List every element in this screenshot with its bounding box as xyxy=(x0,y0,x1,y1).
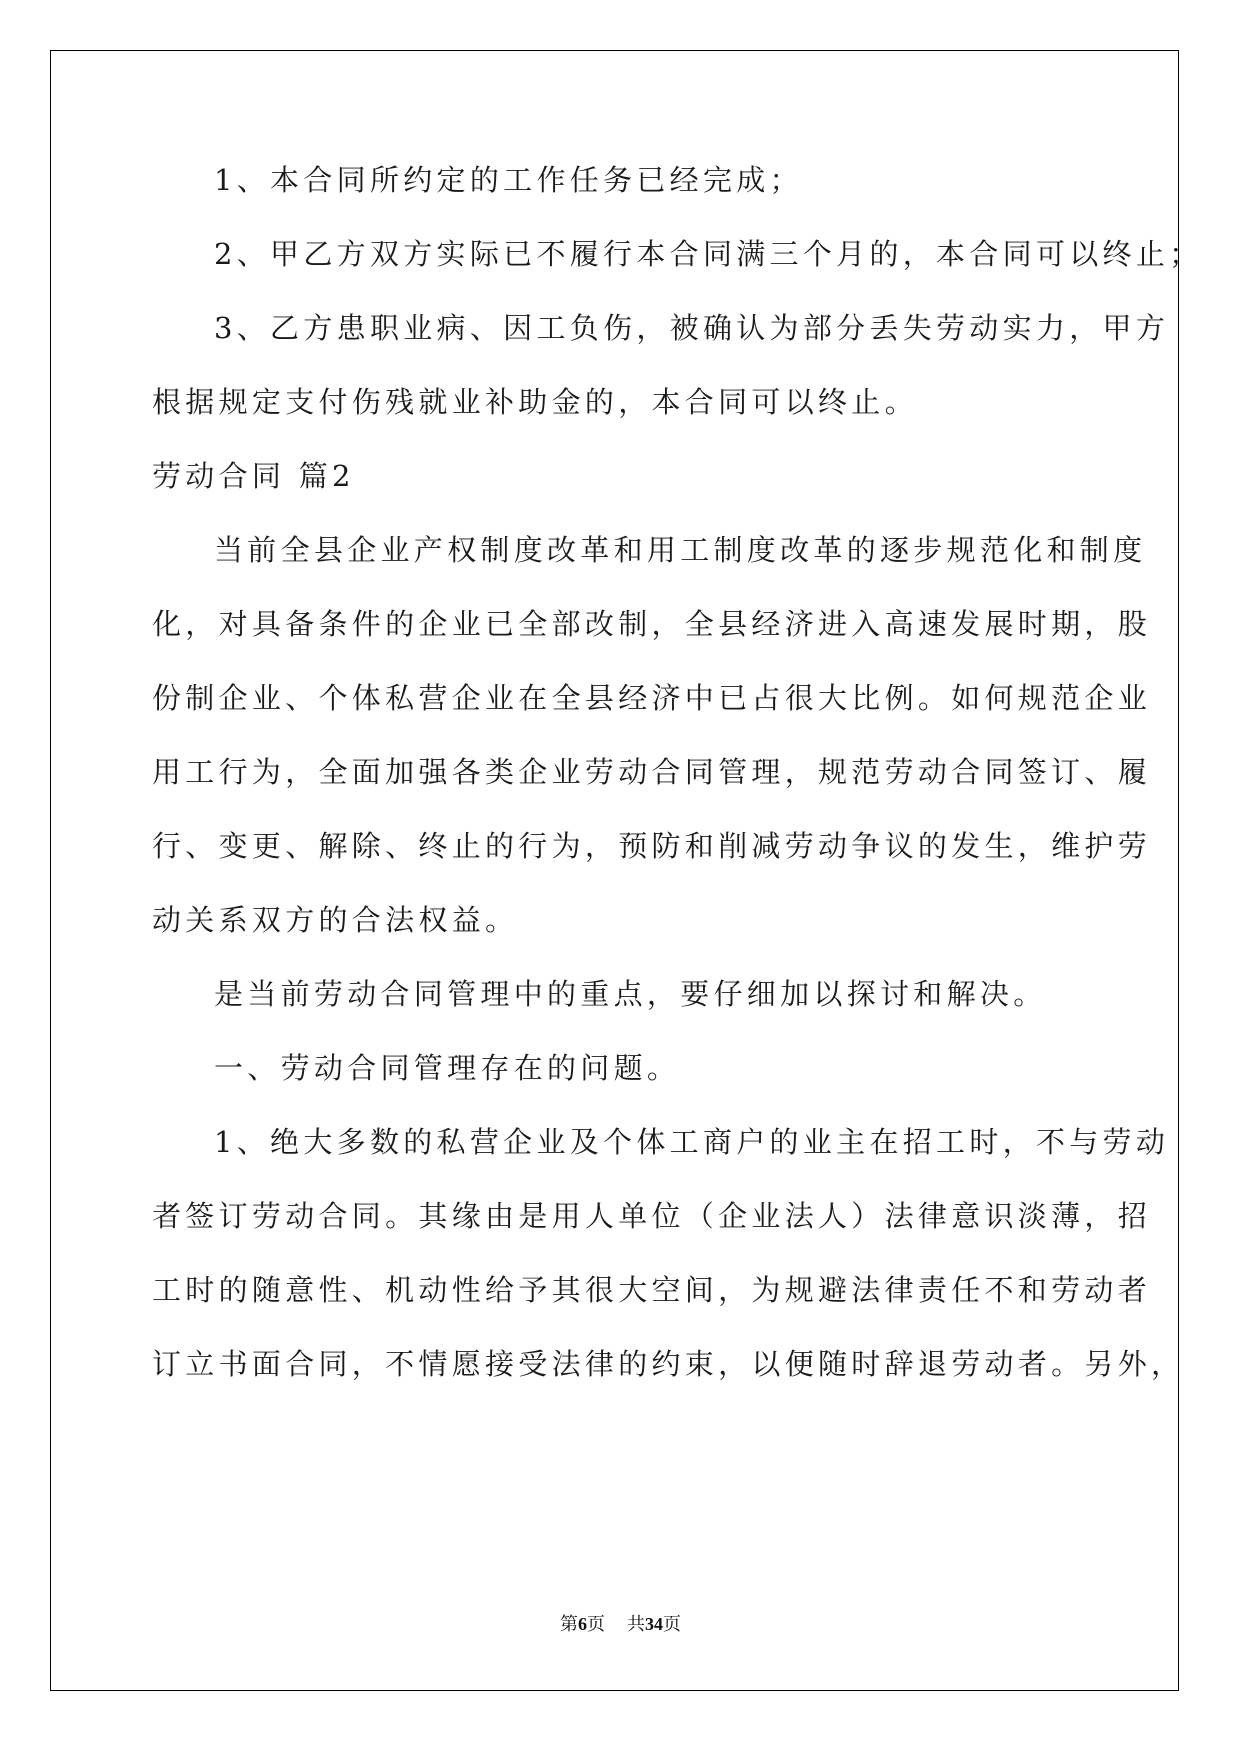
page-number-prefix: 第 xyxy=(560,1614,578,1635)
total-pages-prefix: 共 xyxy=(627,1614,645,1635)
page-number: 6 xyxy=(578,1614,587,1634)
paragraph-line: 1、绝大多数的私营企业及个体工商户的业主在招工时，不与劳动 xyxy=(214,1125,1170,1159)
paragraph-line: 行、变更、解除、终止的行为，预防和削减劳动争议的发生，维护劳 xyxy=(152,829,1152,863)
paragraph-line: 者签订劳动合同。其缘由是用人单位（企业法人）法律意识淡薄，招 xyxy=(152,1199,1152,1233)
paragraph-line: 1、本合同所约定的工作任务已经完成； xyxy=(214,163,803,197)
paragraph-line: 2、甲乙方双方实际已不履行本合同满三个月的，本合同可以终止； xyxy=(214,237,1203,271)
paragraph-line: 是当前劳动合同管理中的重点，要仔细加以探讨和解决。 xyxy=(214,977,1047,1011)
page-border xyxy=(50,50,1179,1691)
paragraph-line: 用工行为，全面加强各类企业劳动合同管理，规范劳动合同签订、履 xyxy=(152,755,1152,789)
total-pages: 34 xyxy=(645,1614,663,1634)
paragraph-line: 当前全县企业产权制度改革和用工制度改革的逐步规范化和制度 xyxy=(214,533,1147,567)
paragraph-line: 根据规定支付伤残就业补助金的，本合同可以终止。 xyxy=(152,385,918,419)
paragraph-line: 订立书面合同，不情愿接受法律的约束，以便随时辞退劳动者。另外， xyxy=(152,1347,1185,1381)
page-number-suffix: 页 xyxy=(587,1614,605,1635)
section-heading: 劳动合同 篇2 xyxy=(152,459,355,493)
paragraph-line: 工时的随意性、机动性给予其很大空间，为规避法律责任不和劳动者 xyxy=(152,1273,1152,1307)
total-pages-suffix: 页 xyxy=(663,1614,681,1635)
paragraph-line: 份制企业、个体私营企业在全县经济中已占很大比例。如何规范企业 xyxy=(152,681,1152,715)
paragraph-line: 3、乙方患职业病、因工负伤，被确认为部分丢失劳动实力，甲方 xyxy=(214,311,1170,345)
paragraph-line: 化，对具备条件的企业已全部改制，全县经济进入高速发展时期，股 xyxy=(152,607,1152,641)
paragraph-line: 动关系双方的合法权益。 xyxy=(152,903,519,937)
page-footer xyxy=(0,1612,1241,1637)
paragraph-line: 一、劳动合同管理存在的问题。 xyxy=(214,1051,681,1085)
